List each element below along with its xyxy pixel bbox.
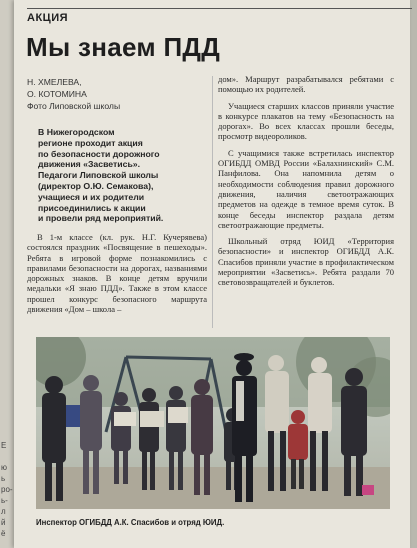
article-lead: [38, 127, 212, 224]
lead-line: движения «Засветись».: [38, 159, 141, 170]
author-line: О. КОТОМИНА: [27, 89, 87, 99]
lead-line: учащиеся и их родители: [38, 191, 145, 202]
group-photo: [36, 337, 390, 509]
edge-fragment: ё: [1, 529, 6, 538]
photo-caption: Инспектор ОГИБДД А.К. Спасибов и отряд ЮИД.: [36, 518, 225, 527]
body-column-left: [27, 232, 207, 314]
lead-line: В Нижегородском: [38, 127, 115, 137]
body-paragraph: Школьный отряд ЮИД «Территория безопасности» и инспектор ОГИБДД А.К. Спасибов приняли участие в профилактическом мероприятии «Засветись». Ребята раздали 70 световозвращателей и буклетов.: [218, 236, 394, 288]
edge-fragment: Е: [1, 441, 7, 450]
lead-line: регионе проходит акция: [38, 137, 143, 148]
edge-fragment: ю: [1, 463, 7, 472]
photo-credit: Фото Липовской школы: [27, 101, 121, 111]
edge-fragment: ь-: [1, 496, 8, 505]
lead-line: Педагоги Липовской школы: [38, 170, 159, 181]
group-photo-image: [36, 337, 390, 509]
top-rule: [27, 8, 412, 9]
lead-line: по безопасности дорожного: [38, 148, 160, 159]
rubric-label: АКЦИЯ: [27, 12, 69, 24]
body-paragraph: Учащиеся старших классов приняли участие в конкурсе плакатов на тему «Безопасность на дорогах». Во всех классах прошли беседы, просмотр видеороликов.: [218, 100, 394, 142]
edge-fragment: ро-: [1, 485, 13, 494]
lead-line: и провели ряд мероприятий.: [38, 213, 164, 224]
lead-line: присоединились к акции: [38, 202, 146, 213]
body-column-right: [218, 74, 394, 288]
article-headline: Мы знаем ПДД: [26, 32, 221, 62]
edge-fragment: л: [1, 507, 6, 516]
edge-fragment: ь: [1, 474, 6, 483]
body-paragraph: В 1-м классе (кл. рук. Н.Г. Кучерявева) состоялся праздник «Посвящение в пешеходы». Ребята в игровой форме познакомились с правилами безопасности на дорогах, названиями дорожных знаков. В конце детям вручили медальки «Я знаю ПДД». Также в этом классе прошел конкурс безопасного маршрута движения «Дом – школа –: [27, 232, 207, 315]
author-line: Н. ХМЕЛЕВА,: [27, 77, 82, 87]
column-divider: [212, 76, 213, 328]
body-paragraph: С учащимися также встретилась инспектор ОГИБДД ОМВД России «Балахнинский» С.М. Панфилова. Она напомнила детям о необходимости соблюдения правил дорожного движения, наличия светоотражающих предметов на одежде в темное время суток. В конце беседы инспектор раздала детям светоотражающие предметы.: [218, 147, 394, 230]
adjacent-page-edge: [0, 0, 14, 548]
newspaper-page: [14, 0, 410, 548]
lead-line: (директор О.Ю. Семакова),: [38, 180, 154, 191]
edge-fragment: й: [1, 518, 6, 527]
body-paragraph: дом». Маршрут разрабатывался ребятами с помощью их родителей.: [218, 74, 394, 95]
